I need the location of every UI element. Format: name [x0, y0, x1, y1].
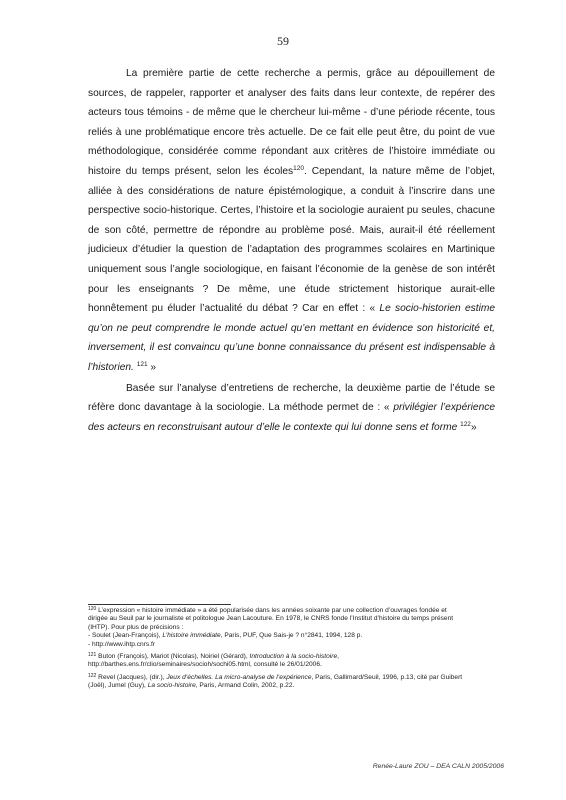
- footnote-122-title-2: La socio-histoire: [147, 682, 196, 690]
- footnote-122-line-1: [88, 674, 498, 682]
- paragraph-2-text-a: Basée sur l’analyse d’entretiens de recherche, la deuxième partie de l’étude se réfère donc davantage à la sociologie. La méthode permet de : «: [88, 382, 495, 414]
- page-footer: Renée-Laure ZOU – DEA CALN 2005/2006: [372, 763, 504, 770]
- footnote-120-text-1: L’expression « histoire immédiate » a été popularisée dans les années soixante par une collection d’ouvrages fondée et: [96, 607, 447, 614]
- quote-experience-acteurs: privilégier l’expérience des acteurs en reconstruisant autour d’elle le contexte qui lui donne sens et forme: [88, 402, 496, 433]
- footnote-120-line-4: [88, 632, 498, 640]
- paragraph-1-text-b: . Cependant, la nature même de l’objet, alliée à des considérations de nature épistémologique, a conduit à l’inscrire dans une perspective socio-historique. Certes, l’histoire et la sociologie auraient pu seules, chacune de son côté, permettre de répondre au problème posé. Mais, aurait-il été réellement judicieux d’étudier la question de l’adaptation des programmes scolaires en Martinique uniquement sous l’angle sociologique, en faisant l’économie de la genèse de son intérêt pour les enseignants ? De même, une étude strictement historique aurait-elle honnêtement pu éluder l’actualité du débat ? Car en effet : «: [88, 165, 495, 315]
- footnote-120-publication: , Paris, PUF, Que Sais-je ? n°2841, 1994, 128 p.: [220, 632, 363, 640]
- footnote-122-line-2: [88, 682, 498, 690]
- quote-close-2: »: [470, 421, 477, 433]
- footnote-122: [88, 674, 498, 691]
- footnote-ref-121[interactable]: 121: [136, 360, 148, 368]
- footnote-121-comma: ,: [337, 653, 339, 661]
- footnote-ref-122[interactable]: 122: [460, 420, 471, 428]
- footnote-121-line-1: [88, 653, 498, 661]
- footnote-122-authors-2: (Joël), Jumel (Guy),: [88, 682, 148, 690]
- footnote-122-publication: , Paris, Gallimard/Seuil, 1996, p.13, cité par Guibert: [311, 673, 463, 681]
- footnote-ref-120[interactable]: 120: [293, 164, 304, 172]
- footnote-120-line-1: [88, 607, 498, 615]
- footnote-122-title: Jeux d’échelles. La micro-analyse de l’expérience: [166, 673, 312, 681]
- main-text: [88, 64, 495, 437]
- footnote-121-mark: 121: [88, 652, 97, 659]
- footnote-120: [88, 607, 498, 649]
- footnote-122-publication-2: , Paris, Armand Colin, 2002, p.22.: [195, 682, 295, 690]
- footnote-121-authors: Buton (François), Mariot (Nicolas), Noiriel (Gérard),: [96, 653, 250, 661]
- footnote-121-title: Introduction à la socio-histoire: [249, 653, 338, 661]
- paragraph-1: [88, 64, 495, 378]
- quote-close-1: »: [147, 361, 157, 373]
- footnote-120-line-3: (IHTP). Pour plus de précisions :: [88, 623, 184, 631]
- footnote-120-title: L’histoire immédiate: [162, 632, 221, 640]
- paragraph-2: [88, 379, 495, 438]
- footnote-121-link[interactable]: http://barthes.ens.fr/clio/seminaires/socioh/sochi05.html, consulté le 26/01/2006.: [88, 661, 322, 669]
- footnote-divider: [88, 604, 231, 605]
- footnote-120-mark: 120: [88, 606, 97, 612]
- quote-socio-historien: Le socio-historien estime qu’on ne peut comprendre le monde actuel qu’en mettant en évidence son historicité et, inversement, il est convaincu qu’une bonne connaissance du présent est indispensable à l’historien.: [88, 303, 495, 373]
- paragraph-1-text-a: La première partie de cette recherche a permis, grâce au dépouillement de sources, de rappeler, rapporter et analyser des faits dans leur contexte, de repérer des acteurs tous témoins - de même que le chercheur lui-même - d’une période récente, tous reliés à une problématique encore très actuelle. De ce fait elle peut être, du point de vue méthodologique, considérée comme répondant aux critères de l’histoire immédiate ou histoire du temps présent, selon les écoles: [88, 68, 495, 177]
- page-number: 59: [277, 34, 289, 48]
- footnote-121: [88, 653, 498, 670]
- footnote-122-author: Revel (Jacques), (dir.),: [96, 673, 167, 681]
- footnote-122-mark: 122: [88, 672, 97, 679]
- footnote-120-link[interactable]: - http://www.ihtp.cnrs.fr: [88, 640, 156, 648]
- footnotes: [88, 607, 498, 695]
- footnote-120-author: - Soulet (Jean-François),: [88, 632, 163, 640]
- footnote-120-line-2: dirigée au Seuil par le journaliste et politologue Jean Lacouture. En 1978, le CNRS fonde l’Institut d’histoire du temps présent: [88, 615, 454, 623]
